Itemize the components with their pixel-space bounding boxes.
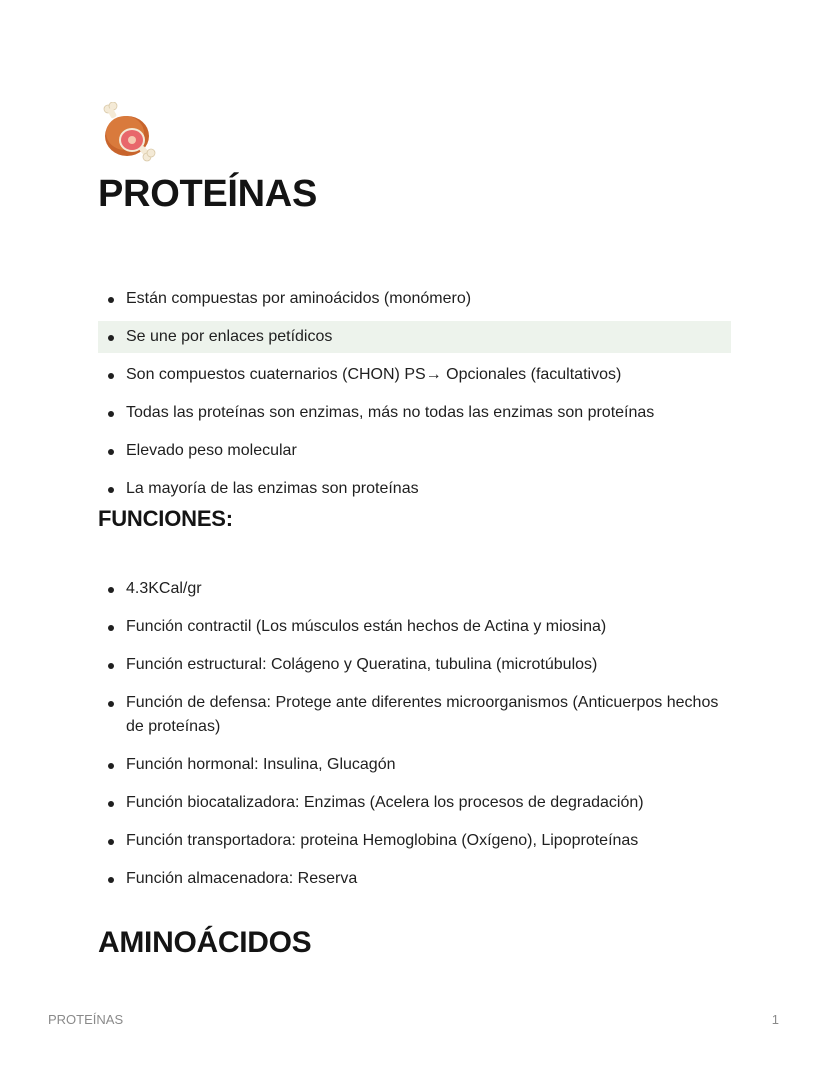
list-item-highlighted: Se une por enlaces petídicos xyxy=(98,321,731,353)
list-item: 4.3KCal/gr xyxy=(98,573,731,605)
list-item: Función biocatalizadora: Enzimas (Acelera los procesos de degradación) xyxy=(98,787,731,819)
list-item: La mayoría de las enzimas son proteínas xyxy=(98,473,731,505)
aminoacids-heading: AMINOÁCIDOS xyxy=(98,926,312,959)
list-item: Función almacenadora: Reserva xyxy=(98,863,731,895)
functions-list xyxy=(98,573,731,901)
list-item: Función transportadora: proteina Hemoglobina (Oxígeno), Lipoproteínas xyxy=(98,825,731,857)
functions-heading: FUNCIONES: xyxy=(98,506,233,531)
list-item: Función hormonal: Insulina, Glucagón xyxy=(98,749,731,781)
footer-document-title: PROTEÍNAS xyxy=(48,1012,124,1027)
list-item: Función contractil (Los músculos están hechos de Actina y miosina) xyxy=(98,611,731,643)
intro-list xyxy=(98,283,731,511)
list-item: Todas las proteínas son enzimas, más no todas las enzimas son proteínas xyxy=(98,397,731,429)
list-item: Están compuestas por aminoácidos (monómero) xyxy=(98,283,731,315)
list-item: Función estructural: Colágeno y Queratina, tubulina (microtúbulos) xyxy=(98,649,731,681)
list-item: Son compuestos cuaternarios (CHON) PS→ Opcionales (facultativos) xyxy=(98,359,731,391)
list-item: Función de defensa: Protege ante diferentes microorganismos (Anticuerpos hechos de proteínas) xyxy=(98,687,731,743)
footer-page-number: 1 xyxy=(771,1012,779,1027)
list-item: Elevado peso molecular xyxy=(98,435,731,467)
meat-on-bone-icon xyxy=(100,102,156,162)
page-title: PROTEÍNAS xyxy=(98,173,317,215)
